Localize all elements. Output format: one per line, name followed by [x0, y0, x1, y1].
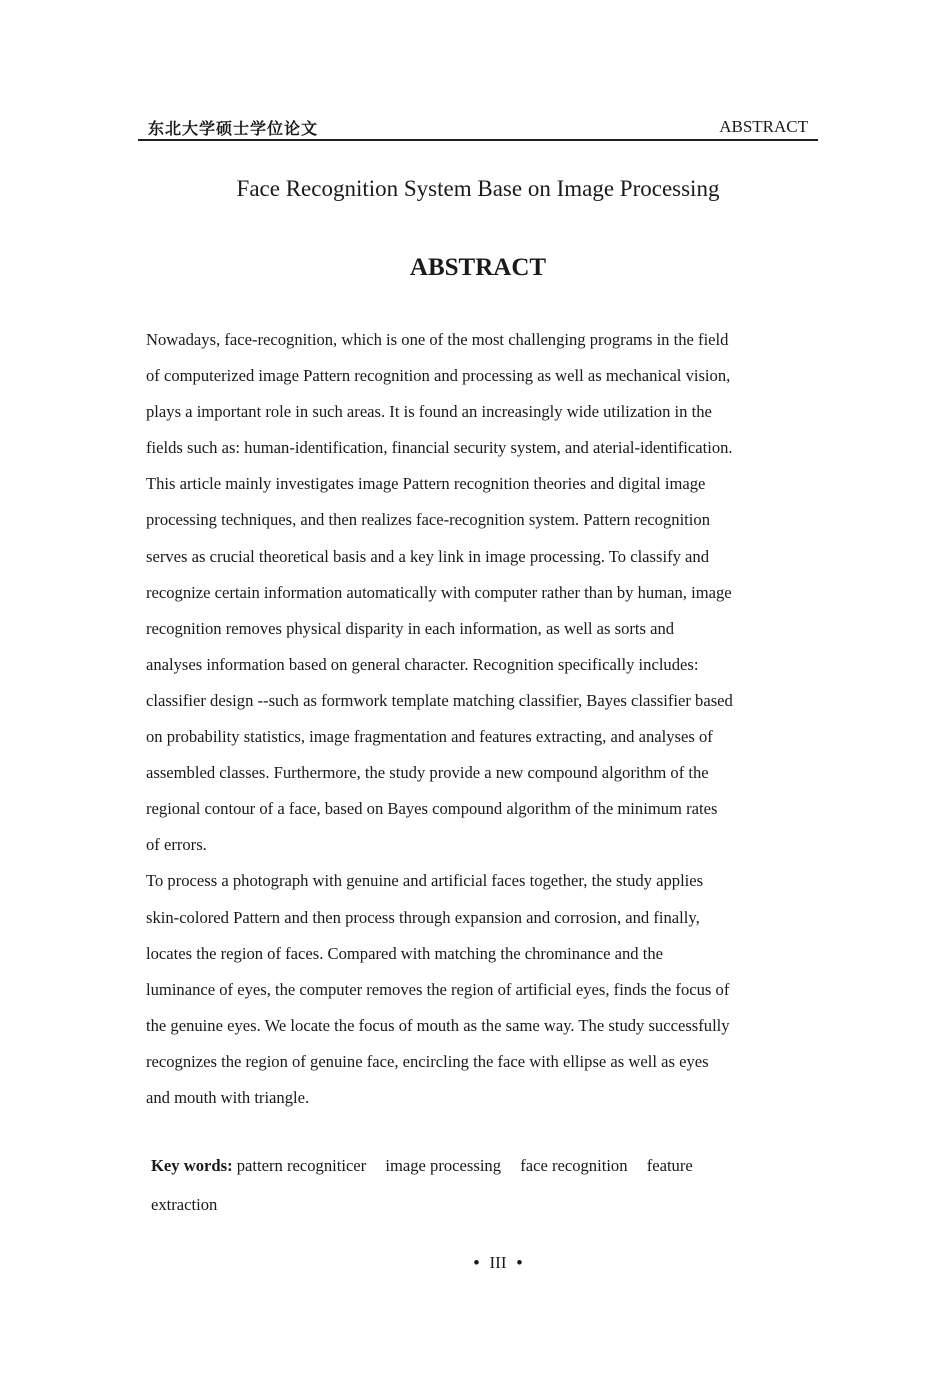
keyword-item: extraction — [151, 1195, 218, 1214]
abstract-heading: ABSTRACT — [409, 254, 547, 281]
thesis-header-label: 东北大学硕士学位论文 — [148, 119, 319, 138]
abstract-line: skin-colored Pattern and then process through expansion and corrosion, and finally, — [146, 907, 700, 927]
abstract-line: assembled classes. Furthermore, the study provide a new compound algorithm of the — [146, 763, 709, 783]
abstract-line: fields such as: human-identification, financial security system, and aterial-identification. — [146, 438, 733, 458]
abstract-line: recognize certain information automatically with computer rather than by human, image — [146, 582, 732, 602]
page-number-footer — [0, 1253, 950, 1273]
keyword-item: pattern recogniticer — [236, 1156, 367, 1175]
abstract-line: analyses information based on general character. Recognition specifically includes: — [146, 654, 699, 674]
abstract-line: recognizes the region of genuine face, encircling the face with ellipse as well as eyes — [146, 1051, 709, 1071]
abstract-line: This article mainly investigates image Pattern recognition theories and digital image — [146, 474, 706, 494]
bullet-icon: • — [473, 1253, 480, 1272]
keywords-label: Key words — [151, 1156, 228, 1175]
bullet-icon: • — [516, 1253, 523, 1272]
abstract-line: on probability statistics, image fragmentation and features extracting, and analyses of — [146, 727, 713, 747]
section-header-label: ABSTRACT — [719, 117, 808, 136]
abstract-line: plays a important role in such areas. It is found an increasingly wide utilization in the — [146, 402, 712, 422]
abstract-line: processing techniques, and then realizes face-recognition system. Pattern recognition — [146, 510, 710, 530]
keyword-item: feature — [646, 1156, 693, 1175]
abstract-line: and mouth with triangle. — [146, 1087, 310, 1107]
header-divider — [138, 139, 818, 141]
keywords-section: Key words: pattern recogniticer image processing face recognition feature extraction — [151, 1156, 693, 1214]
abstract-line: Nowadays, face-recognition, which is one of the most challenging programs in the field — [146, 330, 729, 349]
keyword-item: image processing — [385, 1156, 502, 1175]
abstract-line: luminance of eyes, the computer removes the region of artificial eyes, finds the focus of — [146, 979, 730, 999]
abstract-line: of computerized image Pattern recognition and processing as well as mechanical vision, — [146, 366, 731, 386]
abstract-line: recognition removes physical disparity in each information, as well as sorts and — [146, 618, 675, 638]
page-number: III — [489, 1253, 507, 1272]
abstract-body — [146, 322, 826, 1116]
abstract-line: classifier design --such as formwork template matching classifier, Bayes classifier based — [146, 690, 733, 710]
paper-title: Face Recognition System Base on Image Processing — [236, 176, 720, 201]
abstract-line: serves as crucial theoretical basis and a key link in image processing. To classify and — [146, 546, 710, 566]
abstract-line: regional contour of a face, based on Bayes compound algorithm of the minimum rates — [146, 799, 718, 819]
keyword-item: face recognition — [520, 1156, 628, 1175]
abstract-line: the genuine eyes. We locate the focus of mouth as the same way. The study successfully — [146, 1015, 730, 1035]
abstract-line: locates the region of faces. Compared with matching the chrominance and the — [146, 943, 663, 963]
abstract-line: of errors. — [146, 835, 207, 855]
abstract-line: To process a photograph with genuine and artificial faces together, the study applies — [146, 871, 704, 891]
